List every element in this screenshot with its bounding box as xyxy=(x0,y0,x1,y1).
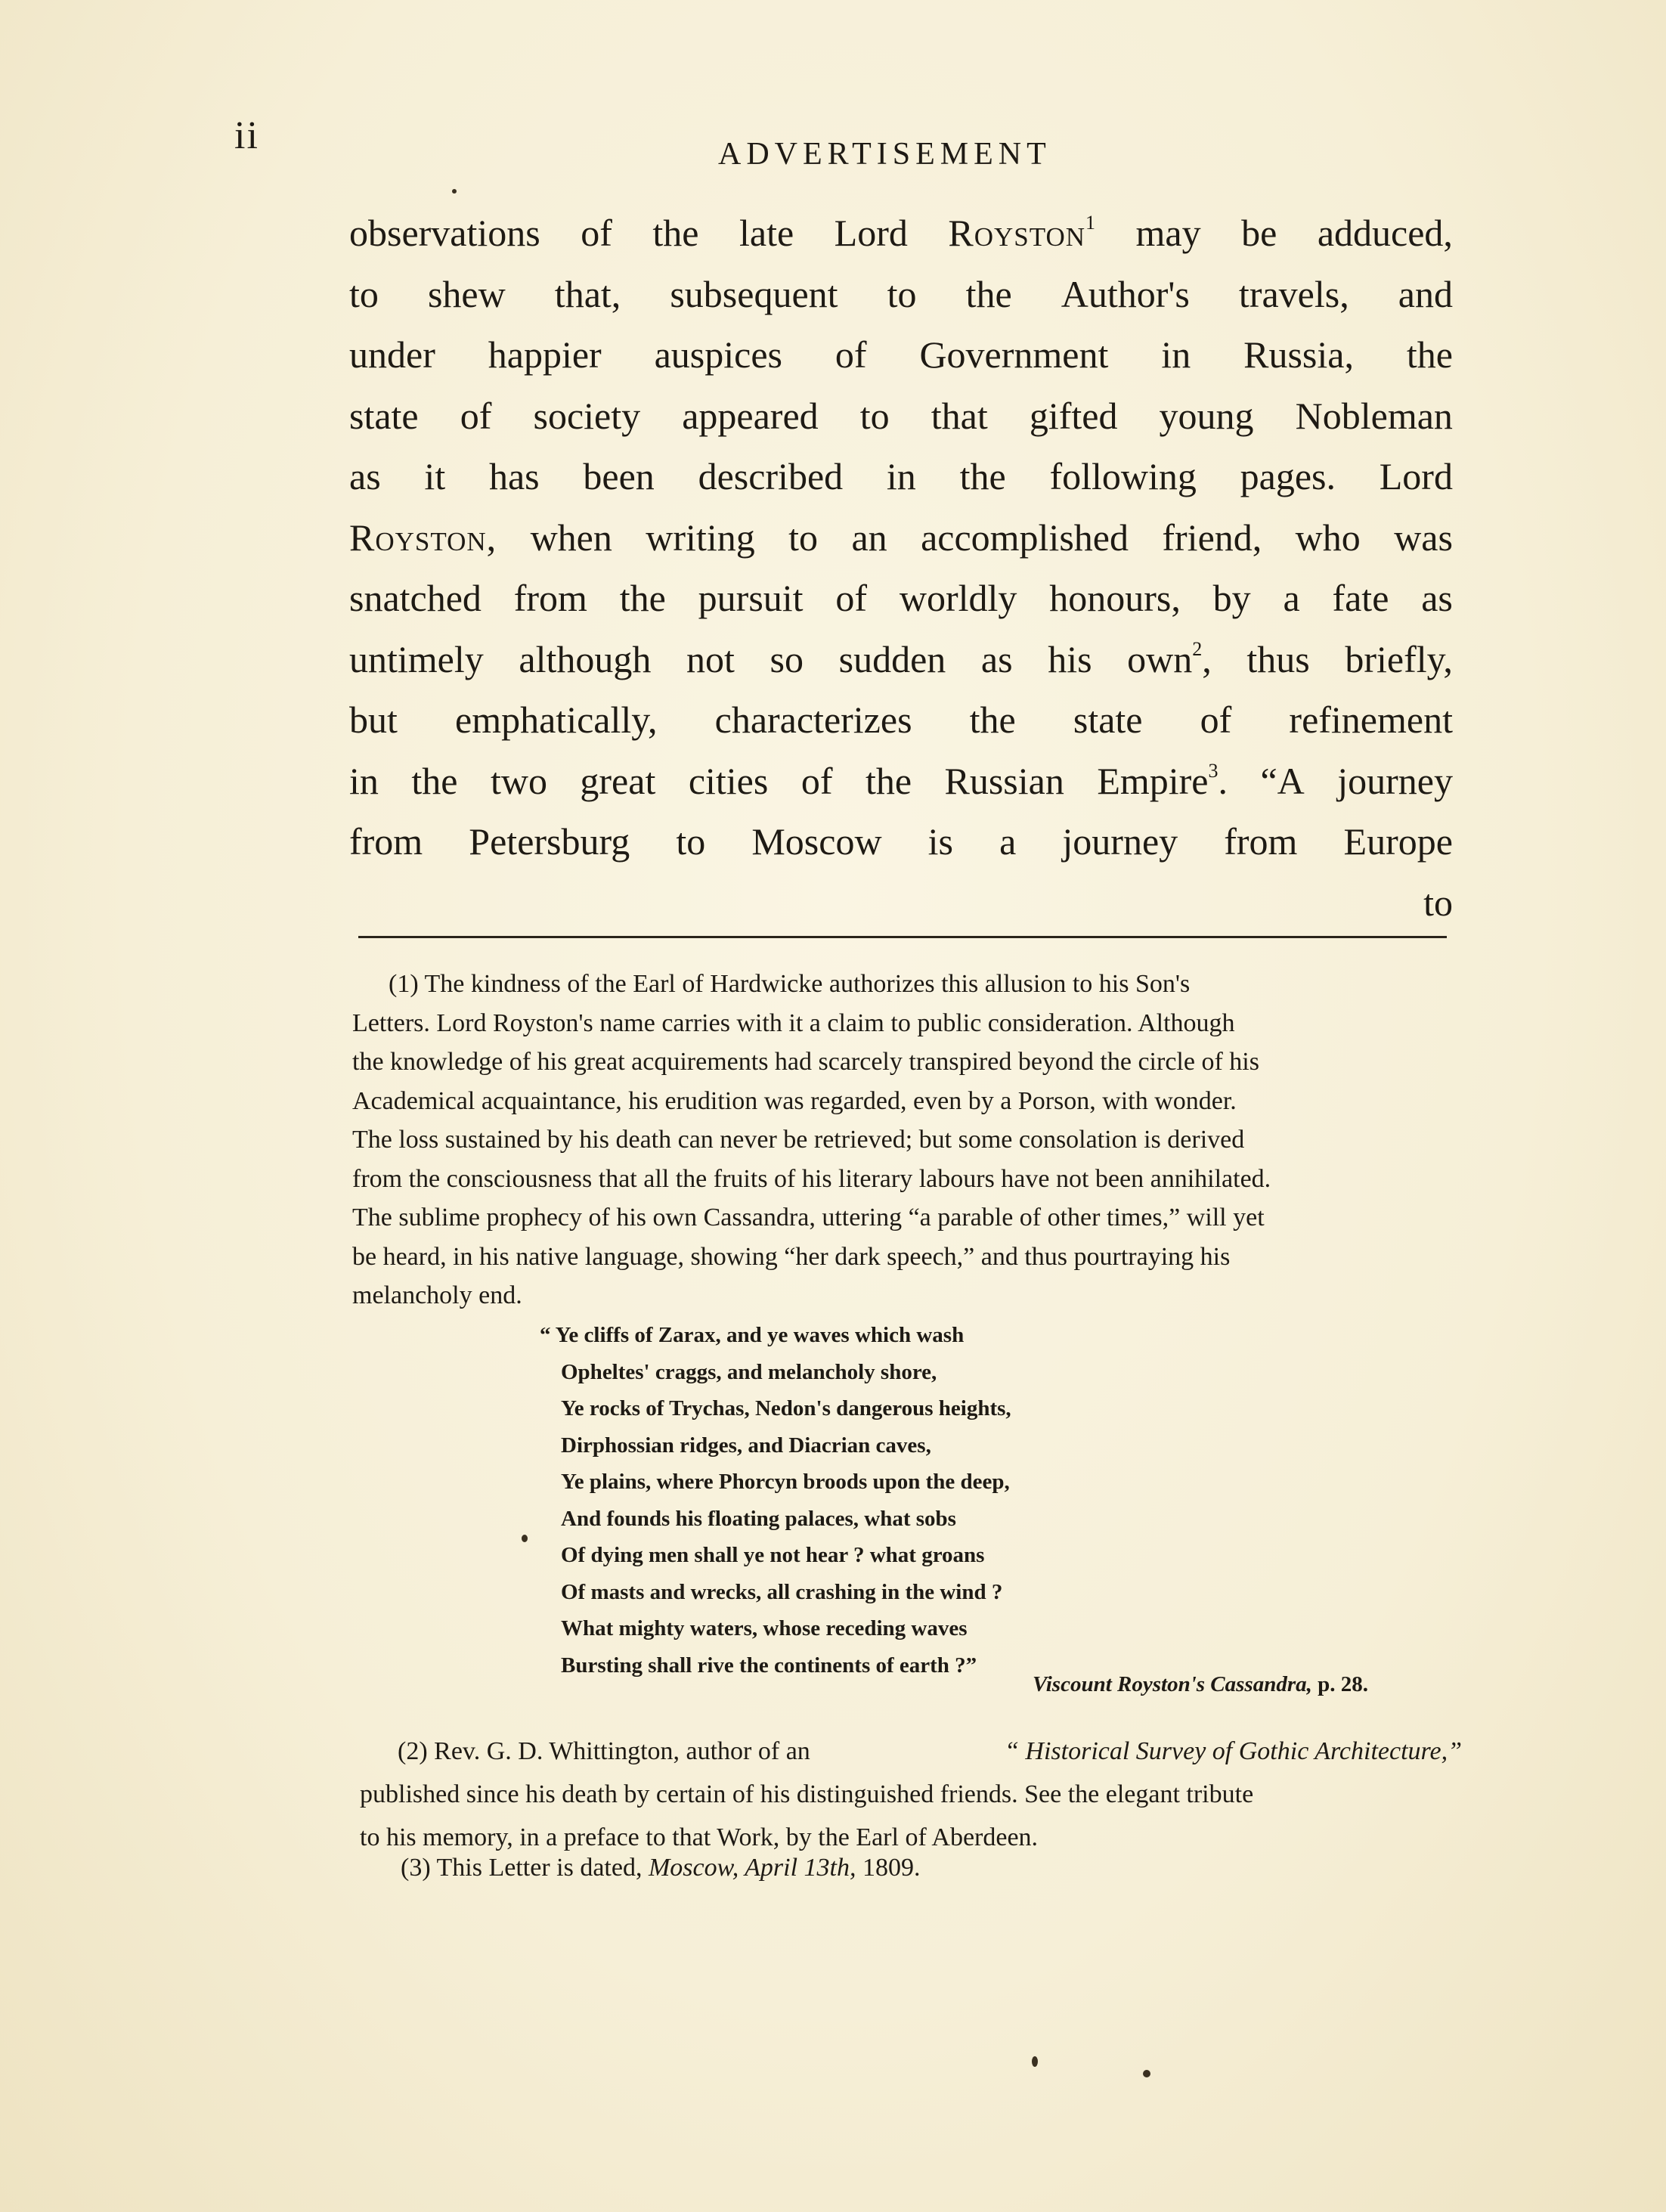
footnote-line: the knowledge of his great acquirements had scarcely transpired beyond the circle of his xyxy=(352,1048,1259,1076)
footnote-2 xyxy=(360,1730,1462,1859)
footnote-1 xyxy=(352,965,1463,1315)
footnote-line: from the consciousness that all the fruits of his literary labours have not been annihilated. xyxy=(352,1164,1271,1193)
footnote-ref-2: 2 xyxy=(1192,637,1203,660)
poem-line: Ye rocks of Trychas, Nedon's dangerous heights, xyxy=(561,1396,1011,1420)
footnote-line: Letters. Lord Royston's name carries with it a claim to public consideration. Although xyxy=(352,1008,1235,1037)
poem-line: Of masts and wrecks, all crashing in the wind ? xyxy=(561,1579,1003,1604)
poem-line: Bursting shall rive the continents of earth ?” xyxy=(561,1653,977,1678)
footnote-line: melancholy end. xyxy=(352,1281,522,1309)
text-line-9: but emphatically, characterizes the state of refinement xyxy=(349,699,1453,741)
paper-speck xyxy=(522,1535,528,1542)
poem-line: “ Ye cliffs of Zarax, and ye waves which wash xyxy=(540,1323,965,1347)
poem-line: And founds his floating palaces, what sobs xyxy=(561,1506,956,1531)
footnote-line: The sublime prophecy of his own Cassandra, uttering “a parable of other times,” will yet xyxy=(352,1204,1265,1231)
footnote-line: (2) Rev. G. D. Whittington, author of an “ Historical Survey of Gothic Architecture,” xyxy=(398,1737,1462,1765)
footnote-line: to his memory, in a preface to that Work, by the Earl of Aberdeen. xyxy=(360,1823,1039,1851)
footnote-ref-3: 3 xyxy=(1208,759,1219,782)
text-line-1: observations of the late Lord Royston$^1$ may be adduced, xyxy=(349,212,1453,254)
text-line-7: snatched from the pursuit of worldly honours, by a fate as xyxy=(349,577,1453,619)
paper-speck xyxy=(1032,2056,1038,2067)
text-line-4: state of society appeared to that gifted young Nobleman xyxy=(349,394,1453,437)
footnote-line: published since his death by certain of his distinguished friends. See the elegant tribute xyxy=(360,1780,1254,1808)
footnote-line: (1) The kindness of the Earl of Hardwicke authorizes this allusion to his Son's xyxy=(389,970,1191,998)
main-text xyxy=(349,203,1453,933)
page-number: ii xyxy=(234,114,259,157)
text-line-10: in the two great cities of the Russian Empire$^3$. “A journey xyxy=(349,759,1453,802)
footnote-rule xyxy=(358,936,1447,938)
poem-line: Ye plains, where Phorcyn broods upon the deep, xyxy=(561,1470,1010,1494)
text-line-11: from Petersburg to Moscow is a journey from Europe xyxy=(349,820,1453,863)
catchword: to xyxy=(1423,881,1453,924)
footnote-line: The loss sustained by his death can never be retrieved; but some consolation is derived xyxy=(352,1126,1245,1154)
poem-line: Of dying men shall ye not hear ? what groans xyxy=(561,1543,985,1567)
text-line-5: as it has been described in the following pages. Lord xyxy=(349,455,1453,497)
footnote-ref-1: 1 xyxy=(1085,212,1096,234)
poem-line: What mighty waters, whose receding waves xyxy=(561,1616,968,1640)
footnote-3: (3) This Letter is dated, Moscow, April 13th, 1809. xyxy=(401,1854,921,1882)
footnote-line: be heard, in his native language, showing “her dark speech,” and thus pourtraying his xyxy=(352,1242,1231,1271)
quotation-attribution: Viscount Royston's Cassandra, p. 28. xyxy=(1033,1672,1369,1696)
footnote-line: Academical acquaintance, his erudition was regarded, even by a Porson, with wonder. xyxy=(352,1086,1237,1115)
cassandra-quotation xyxy=(540,1317,1423,1684)
poem-line: Dirphossian ridges, and Diacrian caves, xyxy=(561,1433,931,1458)
paper-speck xyxy=(1143,2070,1150,2077)
text-line-3: under happier auspices of Government in Russia, the xyxy=(349,333,1453,376)
text-line-2: to shew that, subsequent to the Author's travels, and xyxy=(349,272,1453,315)
poem-line: Opheltes' craggs, and melancholy shore, xyxy=(561,1359,937,1384)
text-line-8: untimely although not so sudden as his own$^2$, thus briefly, xyxy=(349,637,1453,680)
text-line-6: Royston, when writing to an accomplished friend, who was xyxy=(349,516,1453,559)
running-head: ADVERTISEMENT xyxy=(718,137,1051,172)
paper-speck xyxy=(452,189,457,194)
